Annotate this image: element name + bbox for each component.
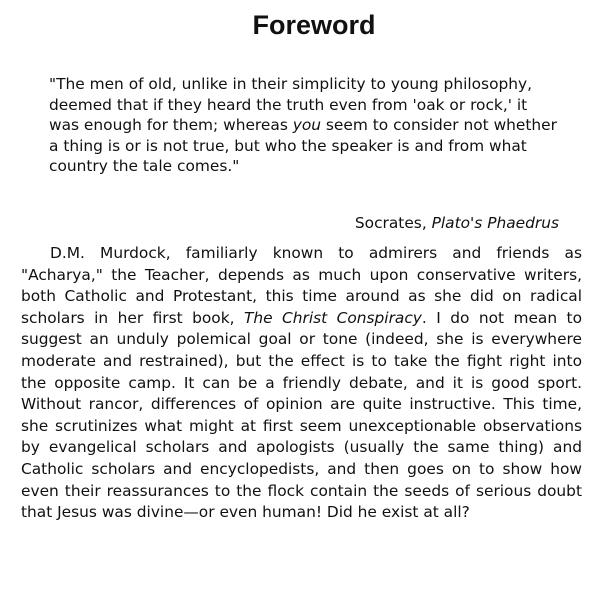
body-paragraph: [21, 243, 582, 524]
epigraph-attribution: [355, 213, 559, 234]
epigraph-quote: [49, 74, 559, 177]
epigraph-emphasis: you: [292, 116, 322, 135]
epigraph-text-start: "The men of old, unlike in their simplicity to young philosophy, deemed that if they heard the truth even from 'oak or rock,' it was enough for them; whereas: [49, 75, 533, 135]
paragraph-text-end: . I do not mean to suggest an unduly polemical goal or tone (indeed, she is everywhere moderate and restrained), but the effect is to take the fight right into the opposite camp. It can be a friendly debate, and it is good sport. Without rancor, differences of opinion are quite instructive. This time, she scrutinizes what might at first seem unexceptionable observations by evangelical scholars and apologists (usually the same thing) and Catholic scholars and encyclopedists, and then goes on to show how even their reassurances to the flock contain the seeds of serious doubt that Jesus was divine—or even human! Did he exist at all?: [21, 308, 582, 522]
paragraph-text-start: D.M. Murdock, familiarly known to admirers and friends as "Acharya," the Teacher, depends as much upon conservative writers, both Catholic and Protestant, this time around as she did on radical scholars in her first book,: [21, 244, 582, 327]
page-title: Foreword: [252, 10, 376, 40]
attribution-work: Plato's Phaedrus: [431, 214, 559, 232]
attribution-author: Socrates,: [354, 214, 432, 232]
epigraph-text-end: seem to consider not whether a thing is or is not true, but who the speaker is and from what country the tale comes.": [49, 116, 557, 176]
book-title: The Christ Conspiracy: [243, 308, 422, 327]
